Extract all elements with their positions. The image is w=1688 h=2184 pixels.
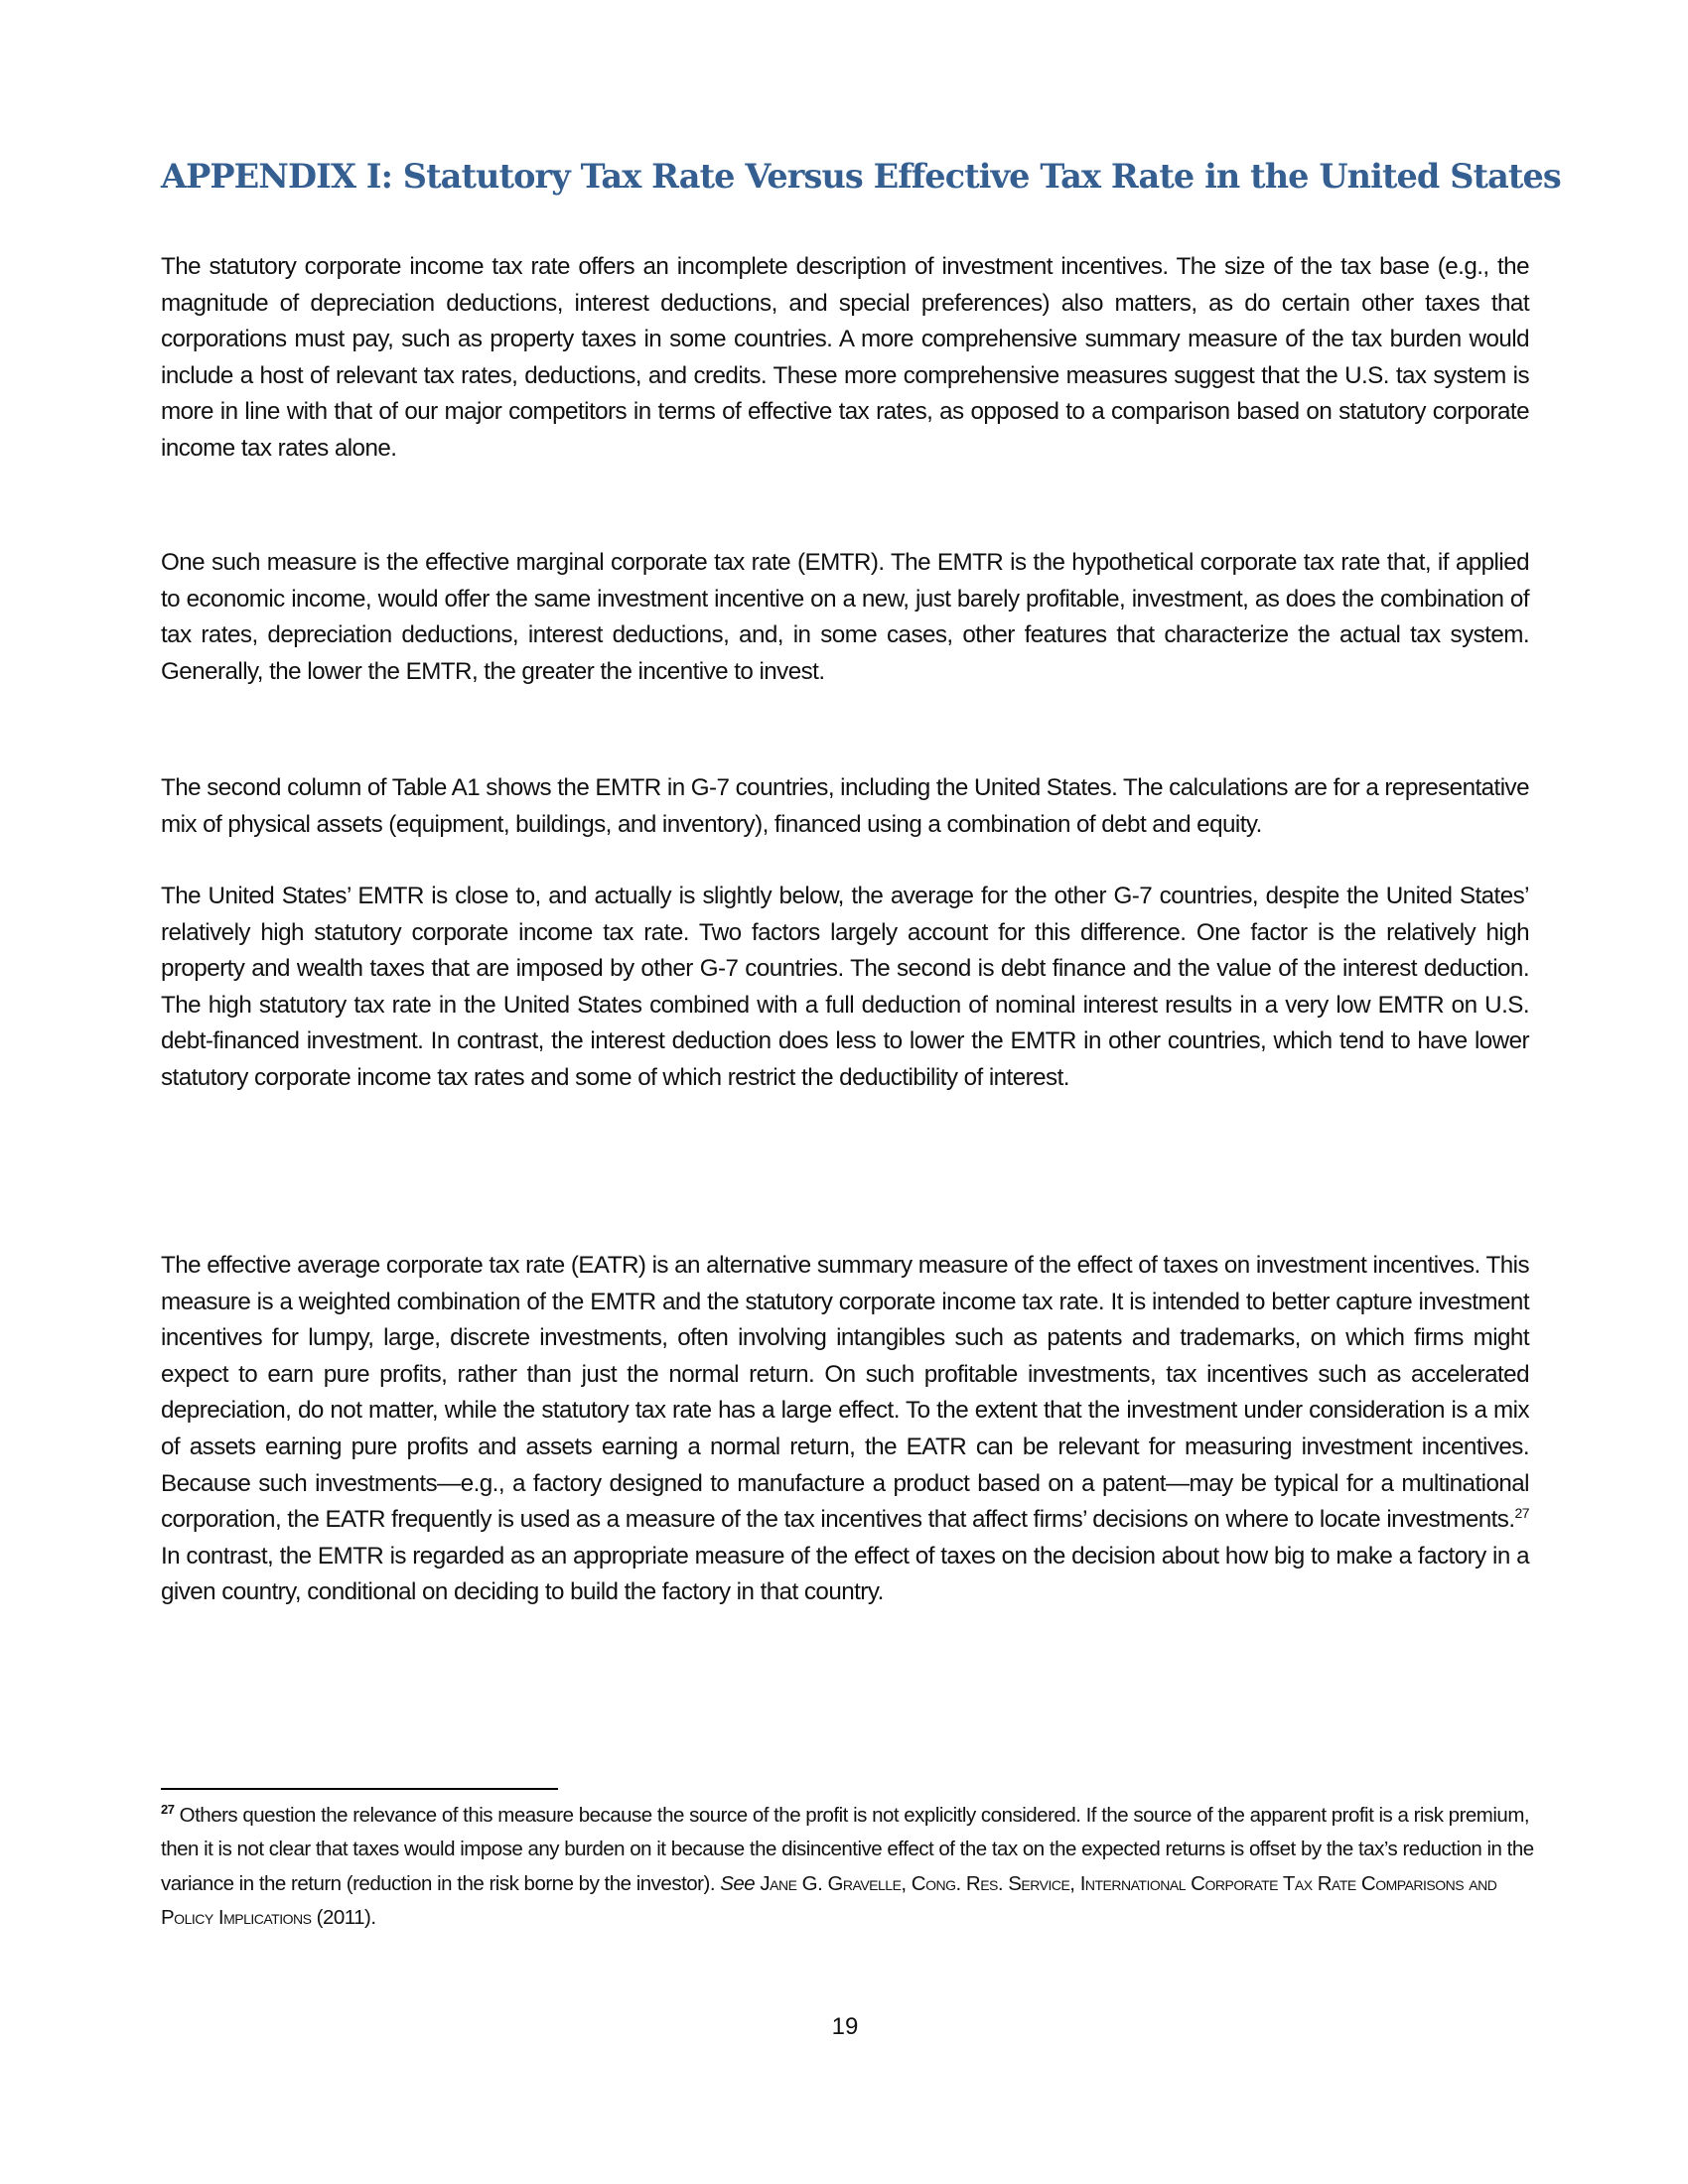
- paragraph-emtr-definition: One such measure is the effective marginal corporate tax rate (EMTR). The EMTR is the hypothetical corporate tax rate that, if applied to economic income, would offer the same investment incentive on a new, just barely profitable, investment, as does the combination of tax rates, depreciation deductions, interest deductions, and, in some cases, other features that characterize the actual tax system. Generally, the lower the EMTR, the greater the incentive to invest.: [161, 549, 1529, 685]
- paragraph-statutory-rate: The statutory corporate income tax rate offers an incomplete description of investment incentives. The size of the tax base (e.g., the magnitude of depreciation deductions, interest deductions, and special preferences) also matters, as do certain other taxes that corporations must pay, such as property taxes in some countries. A more comprehensive summary measure of the tax burden would include a host of relevant tax rates, deductions, and credits. These more comprehensive measures suggest that the U.S. tax system is more in line with that of our major competitors in terms of effective tax rates, as opposed to a comparison based on statutory corporate income tax rates alone.: [161, 253, 1529, 462]
- footnote-reference-27[interactable]: 27: [1514, 1505, 1529, 1522]
- citation-title: International Corporate Tax Rate Comparisons and Policy Implications: [161, 1871, 1497, 1930]
- footnote-27: [161, 1799, 1551, 1936]
- paragraph-table-a1: The second column of Table A1 shows the EMTR in G-7 countries, including the United States. The calculations are for a representative mix of physical assets (equipment, buildings, and inventory), financed using a combination of debt and equity.: [161, 774, 1529, 838]
- citation-year: (2011).: [311, 1906, 376, 1930]
- paragraph-eatr-text: The effective average corporate tax rate (EATR) is an alternative summary measure of the effect of taxes on investment incentives. This measure is a weighted combination of the EMTR and the statutory corporate income tax rate. It is intended to better capture investment incentives for lumpy, large, discrete investments, often involving intangibles such as patents and trademarks, on which firms might expect to earn pure profits, rather than just the normal return. On such profitable investments, tax incentives such as accelerated depreciation, do not matter, while the statutory tax rate has a large effect. To the extent that the investment under consideration is a mix of assets earning pure profits and assets earning a normal return, the EATR can be relevant for measuring investment incentives. Because such investments—e.g., a factory designed to manufacture a product based on a patent—may be typical for a multinational corporation, the EATR frequently is used as a measure of the tax incentives that affect firms’ decisions on where to locate investments.: [161, 1252, 1529, 1534]
- paragraph-eatr-text-cont: In contrast, the EMTR is regarded as an appropriate measure of the effect of taxes on the decision about how big to make a factory in a given country, conditional on deciding to build the factory in that country.: [161, 1542, 1529, 1606]
- paragraph-eatr: [161, 1248, 1529, 1611]
- footnote-separator: [161, 1788, 558, 1790]
- appendix-heading: APPENDIX I: Statutory Tax Rate Versus Effective Tax Rate in the United States: [161, 157, 1561, 196]
- footnote-number: 27: [161, 1802, 175, 1818]
- citation-author: Jane G. Gravelle, Cong. Res. Service,: [755, 1871, 1080, 1895]
- footnote-text: Others question the relevance of this measure because the source of the profit is not explicitly considered. If the source of the apparent profit is a risk premium, then it is not clear that taxes would impose any burden on it because the disincentive effect of the tax on the expected returns is offset by the tax’s reduction in the variance in the return (reduction in the risk borne by the investor).: [161, 1804, 1534, 1895]
- page-number: 19: [831, 2013, 859, 2040]
- citation-signal: See: [720, 1871, 756, 1895]
- paragraph-us-emtr: The United States’ EMTR is close to, and actually is slightly below, the average for the other G-7 countries, despite the United States’ relatively high statutory corporate income tax rate. Two factors largely account for this difference. One factor is the relatively high property and wealth taxes that are imposed by other G-7 countries. The second is debt finance and the value of the interest deduction. The high statutory tax rate in the United States combined with a full deduction of nominal interest results in a very low EMTR on U.S. debt-financed investment. In contrast, the interest deduction does less to lower the EMTR in other countries, which tend to have lower statutory corporate income tax rates and some of which restrict the deductibility of interest.: [161, 883, 1529, 1091]
